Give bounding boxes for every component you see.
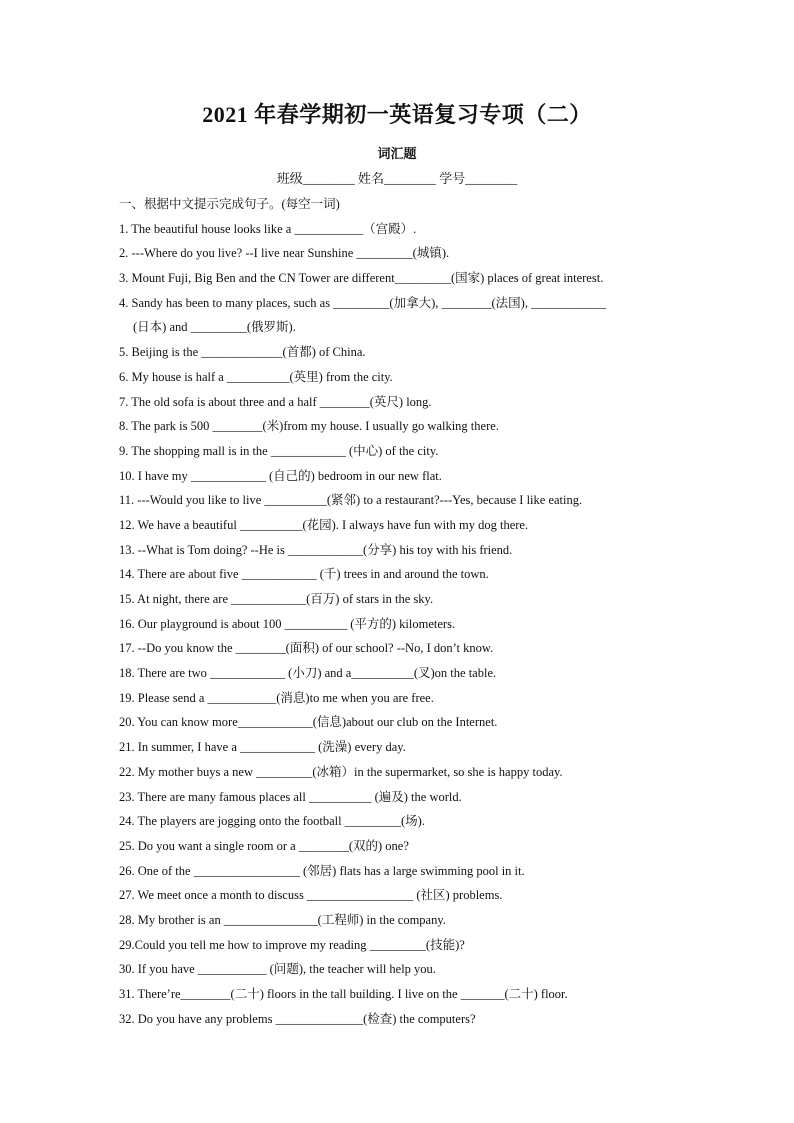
question-item: 5. Beijing is the _____________(首都) of China. — [119, 345, 366, 360]
section-heading: 一、根据中文提示完成句子。(每空一词) — [119, 197, 340, 211]
question-list — [119, 192, 679, 1031]
question-item: 27. We meet once a month to discuss _________________ (社区) problems. — [119, 888, 503, 903]
section-subtitle: 词汇题 — [377, 147, 417, 162]
student-info-line: 班级________ 姓名________ 学号________ — [276, 171, 518, 186]
question-item: 25. Do you want a single room or a ________(双的) one? — [119, 838, 409, 853]
question-item: 32. Do you have any problems ______________(检查) the computers? — [119, 1011, 476, 1026]
question-item: 18. There are two ____________ (小刀) and a__________(叉)on the table. — [119, 666, 497, 681]
question-item: 13. --What is Tom doing? --He is ____________(分享) his toy with his friend. — [119, 542, 513, 557]
question-item: 3. Mount Fuji, Big Ben and the CN Tower are different_________(国家) places of great interest. — [119, 271, 604, 286]
question-item: 17. --Do you know the ________(面积) of our school? --No, I don’t know. — [119, 641, 494, 656]
question-item: 16. Our playground is about 100 __________ (平方的) kilometers. — [119, 616, 456, 631]
question-item: 19. Please send a ___________(消息)to me when you are free. — [119, 690, 434, 705]
question-item: 24. The players are jogging onto the football _________(场). — [119, 814, 425, 829]
question-item: 20. You can know more____________(信息)about our club on the Internet. — [119, 715, 498, 730]
question-item: 22. My mother buys a new _________(冰箱）in the supermarket, so she is happy today. — [119, 764, 563, 779]
question-item: 31. There’re________(二十) floors in the tall building. I live on the _______(二十) floor. — [119, 987, 568, 1001]
question-item: 7. The old sofa is about three and a half ________(英尺) long. — [119, 394, 432, 409]
question-item: 11. ---Would you like to live __________(紧邻) to a restaurant?---Yes, because I like eating. — [119, 493, 583, 508]
question-item: 21. In summer, I have a ____________ (洗澡) every day. — [119, 740, 406, 755]
question-item: 10. I have my ____________ (自己的) bedroom in our new flat. — [119, 468, 442, 483]
page-title: 2021 年春学期初一英语复习专项（二） — [202, 102, 592, 127]
question-item: 2. ---Where do you live? --I live near Sunshine _________(城镇). — [119, 246, 450, 261]
question-item: 8. The park is 500 ________(米)from my house. I usually go walking there. — [119, 419, 499, 434]
question-item: 4. Sandy has been to many places, such as _________(加拿大), ________(法国), ____________ — [119, 295, 607, 310]
question-item: 23. There are many famous places all __________ (遍及) the world. — [119, 789, 462, 804]
question-item: 9. The shopping mall is in the ____________ (中心) of the city. — [119, 443, 439, 458]
question-item: 26. One of the _________________ (邻居) flats has a large swimming pool in it. — [119, 863, 525, 878]
question-item: 6. My house is half a __________(英里) from the city. — [119, 369, 393, 384]
question-item: 15. At night, there are ____________(百万) of stars in the sky. — [119, 592, 434, 606]
question-item: 14. There are about five ____________ (千) trees in and around the town. — [119, 567, 489, 582]
question-item: 30. If you have ___________ (问题), the teacher will help you. — [119, 962, 436, 977]
question-item: 12. We have a beautiful __________(花园). I always have fun with my dog there. — [119, 517, 529, 532]
question-item-continuation: (日本) and _________(俄罗斯). — [133, 320, 296, 335]
question-item: 29.Could you tell me how to improve my reading _________(技能)? — [119, 937, 465, 952]
question-item: 28. My brother is an _______________(工程师) in the company. — [119, 912, 446, 927]
question-item: 1. The beautiful house looks like a ___________（宫殿）. — [119, 221, 417, 236]
